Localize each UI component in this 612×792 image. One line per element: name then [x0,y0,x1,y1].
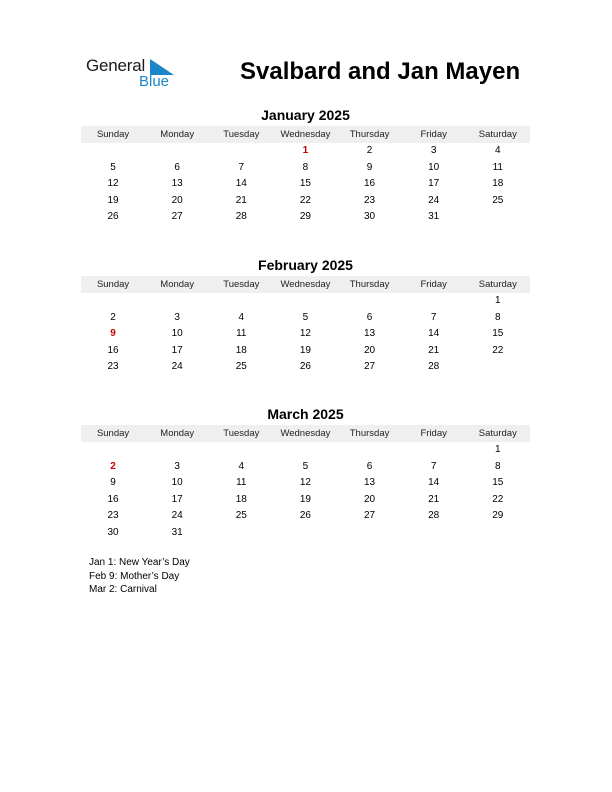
empty-cell [145,442,209,459]
day-cell: 29 [492,510,504,521]
day-cell: 23 [364,194,376,206]
weekday-label: Tuesday [223,428,260,439]
day-cell: 6 [366,311,373,323]
day-cell: 16 [364,178,376,189]
day-cell: 19 [299,344,311,356]
day-cell: 7 [430,460,437,472]
day-cell: 30 [107,526,119,538]
empty-cell [81,293,145,310]
day-cell: 15 [492,328,504,339]
day-cell: 21 [428,493,440,505]
day-cell: 6 [366,460,373,472]
day-cell: 25 [235,361,247,372]
day-cell: 11 [236,477,247,488]
week-row [81,359,530,376]
day-cell: 7 [430,311,437,323]
day-cell: 17 [171,344,183,356]
day-cell: 8 [495,460,501,472]
day-cell: 6 [174,161,180,173]
day-cell: 20 [364,493,376,505]
weekday-label: Monday [160,428,195,439]
day-cell: 3 [174,311,180,323]
month-title: January 2025 [261,107,350,123]
weekday-label: Tuesday [223,279,260,290]
empty-cell [402,293,466,310]
month-march [81,405,530,541]
day-cell: 12 [299,328,311,339]
week-row [81,442,530,459]
day-cell: 1 [495,295,501,306]
day-cell: 19 [107,194,119,206]
day-cell: 9 [110,328,116,339]
week-row [81,310,530,327]
holiday-notes [89,556,190,597]
weekday-label: Thursday [349,129,390,140]
empty-cell [338,293,402,310]
weekday-label: Monday [160,279,195,290]
day-cell: 31 [428,211,440,222]
weekday-label: Saturday [478,129,517,140]
weekday-label: Thursday [349,279,390,290]
week-row [81,492,530,509]
day-cell: 13 [171,178,183,189]
weekday-label: Wednesday [280,129,331,140]
week-row [81,209,530,226]
day-cell: 2 [366,145,373,156]
weekday-header [81,425,530,442]
day-cell: 24 [171,361,183,372]
empty-cell [209,525,273,542]
day-cell: 1 [302,145,309,156]
day-cell: 28 [235,211,247,222]
empty-cell [466,359,530,376]
month-january [81,106,530,226]
generalblue-logo [86,56,186,92]
week-row [81,160,530,177]
day-cell: 20 [171,194,183,206]
weekday-label: Thursday [349,428,390,439]
week-row [81,326,530,343]
day-cell: 5 [302,311,309,323]
day-cell: 4 [495,145,501,156]
weekday-label: Monday [160,129,195,140]
day-cell: 20 [364,344,376,356]
empty-cell [273,442,337,459]
day-cell: 23 [107,510,119,521]
weekday-label: Tuesday [223,129,260,140]
weekday-label: Sunday [96,129,130,140]
day-cell: 28 [428,361,440,372]
day-cell: 30 [364,211,376,222]
day-cell: 15 [299,178,311,189]
day-cell: 3 [174,460,180,472]
day-cell: 24 [428,194,440,206]
empty-cell [145,143,209,160]
weekday-label: Wednesday [280,428,331,439]
week-row [81,343,530,360]
empty-cell [466,209,530,226]
weekday-header [81,276,530,293]
day-cell: 14 [428,328,440,339]
day-cell: 8 [302,161,309,173]
day-cell: 25 [235,510,247,521]
week-row [81,193,530,210]
empty-cell [402,442,466,459]
day-cell: 22 [492,344,504,356]
day-cell: 16 [107,493,119,505]
week-row [81,508,530,525]
logo-text-blue: Blue [139,73,170,90]
empty-cell [466,525,530,542]
day-cell: 8 [495,311,501,323]
day-cell: 9 [366,161,373,173]
day-cell: 22 [299,194,311,206]
day-cell: 12 [107,178,119,189]
day-cell: 13 [364,328,376,339]
day-cell: 22 [492,493,504,505]
weekday-label: Wednesday [280,279,331,290]
day-cell: 25 [492,194,504,206]
weekday-label: Saturday [478,279,517,290]
day-cell: 29 [299,211,311,222]
empty-cell [338,525,402,542]
day-cell: 9 [110,477,116,488]
day-cell: 17 [428,178,440,189]
day-cell: 10 [171,328,183,339]
holiday-note: Mar 2: Carnival [89,584,157,595]
empty-cell [81,442,145,459]
week-row [81,176,530,193]
day-cell: 14 [235,178,247,189]
empty-cell [273,525,337,542]
day-cell: 28 [428,510,440,521]
empty-cell [145,293,209,310]
month-title: February 2025 [258,257,353,273]
day-cell: 7 [238,161,245,173]
weekday-label: Friday [420,428,447,439]
week-row [81,143,530,160]
day-cell: 31 [171,526,183,538]
day-cell: 10 [171,477,183,488]
day-cell: 18 [235,344,247,356]
holiday-note: Feb 9: Mother’s Day [89,570,180,582]
week-row [81,475,530,492]
day-cell: 26 [299,510,311,521]
day-cell: 1 [495,444,501,455]
empty-cell [209,442,273,459]
day-cell: 24 [171,510,183,521]
day-cell: 21 [235,194,247,206]
day-cell: 27 [364,361,376,372]
week-row [81,525,530,542]
day-cell: 18 [492,178,504,189]
day-cell: 10 [428,161,440,173]
day-cell: 2 [110,311,116,323]
day-cell: 12 [299,477,311,488]
day-cell: 5 [110,161,116,173]
weekday-label: Friday [420,129,447,140]
empty-cell [81,143,145,160]
week-row [81,459,530,476]
day-cell: 3 [430,145,437,156]
day-cell: 13 [364,477,376,488]
empty-cell [209,293,273,310]
day-cell: 11 [236,328,247,339]
empty-cell [338,442,402,459]
day-cell: 4 [238,311,245,323]
weekday-label: Sunday [96,279,130,290]
day-cell: 11 [492,161,503,173]
day-cell: 18 [235,493,247,505]
logo-text-general: General [86,56,146,75]
day-cell: 15 [492,477,504,488]
day-cell: 5 [302,460,309,472]
empty-cell [209,143,273,160]
day-cell: 17 [171,493,183,505]
empty-cell [273,293,337,310]
day-cell: 23 [107,361,119,372]
day-cell: 16 [107,344,119,356]
empty-cell [402,525,466,542]
day-cell: 26 [107,211,119,222]
day-cell: 19 [299,493,311,505]
weekday-header [81,126,530,143]
weekday-label: Sunday [96,428,130,439]
month-february [81,256,530,376]
week-row [81,293,530,310]
day-cell: 21 [428,344,440,356]
day-cell: 26 [299,361,311,372]
holiday-note: Jan 1: New Year’s Day [89,557,190,568]
day-cell: 14 [428,477,440,488]
month-title: March 2025 [267,406,344,422]
weekday-label: Friday [420,279,447,290]
page-title: Svalbard and Jan Mayen [240,58,521,85]
weekday-label: Saturday [478,428,517,439]
day-cell: 2 [110,460,116,472]
day-cell: 27 [364,510,376,521]
day-cell: 4 [238,460,245,472]
day-cell: 27 [171,211,183,222]
